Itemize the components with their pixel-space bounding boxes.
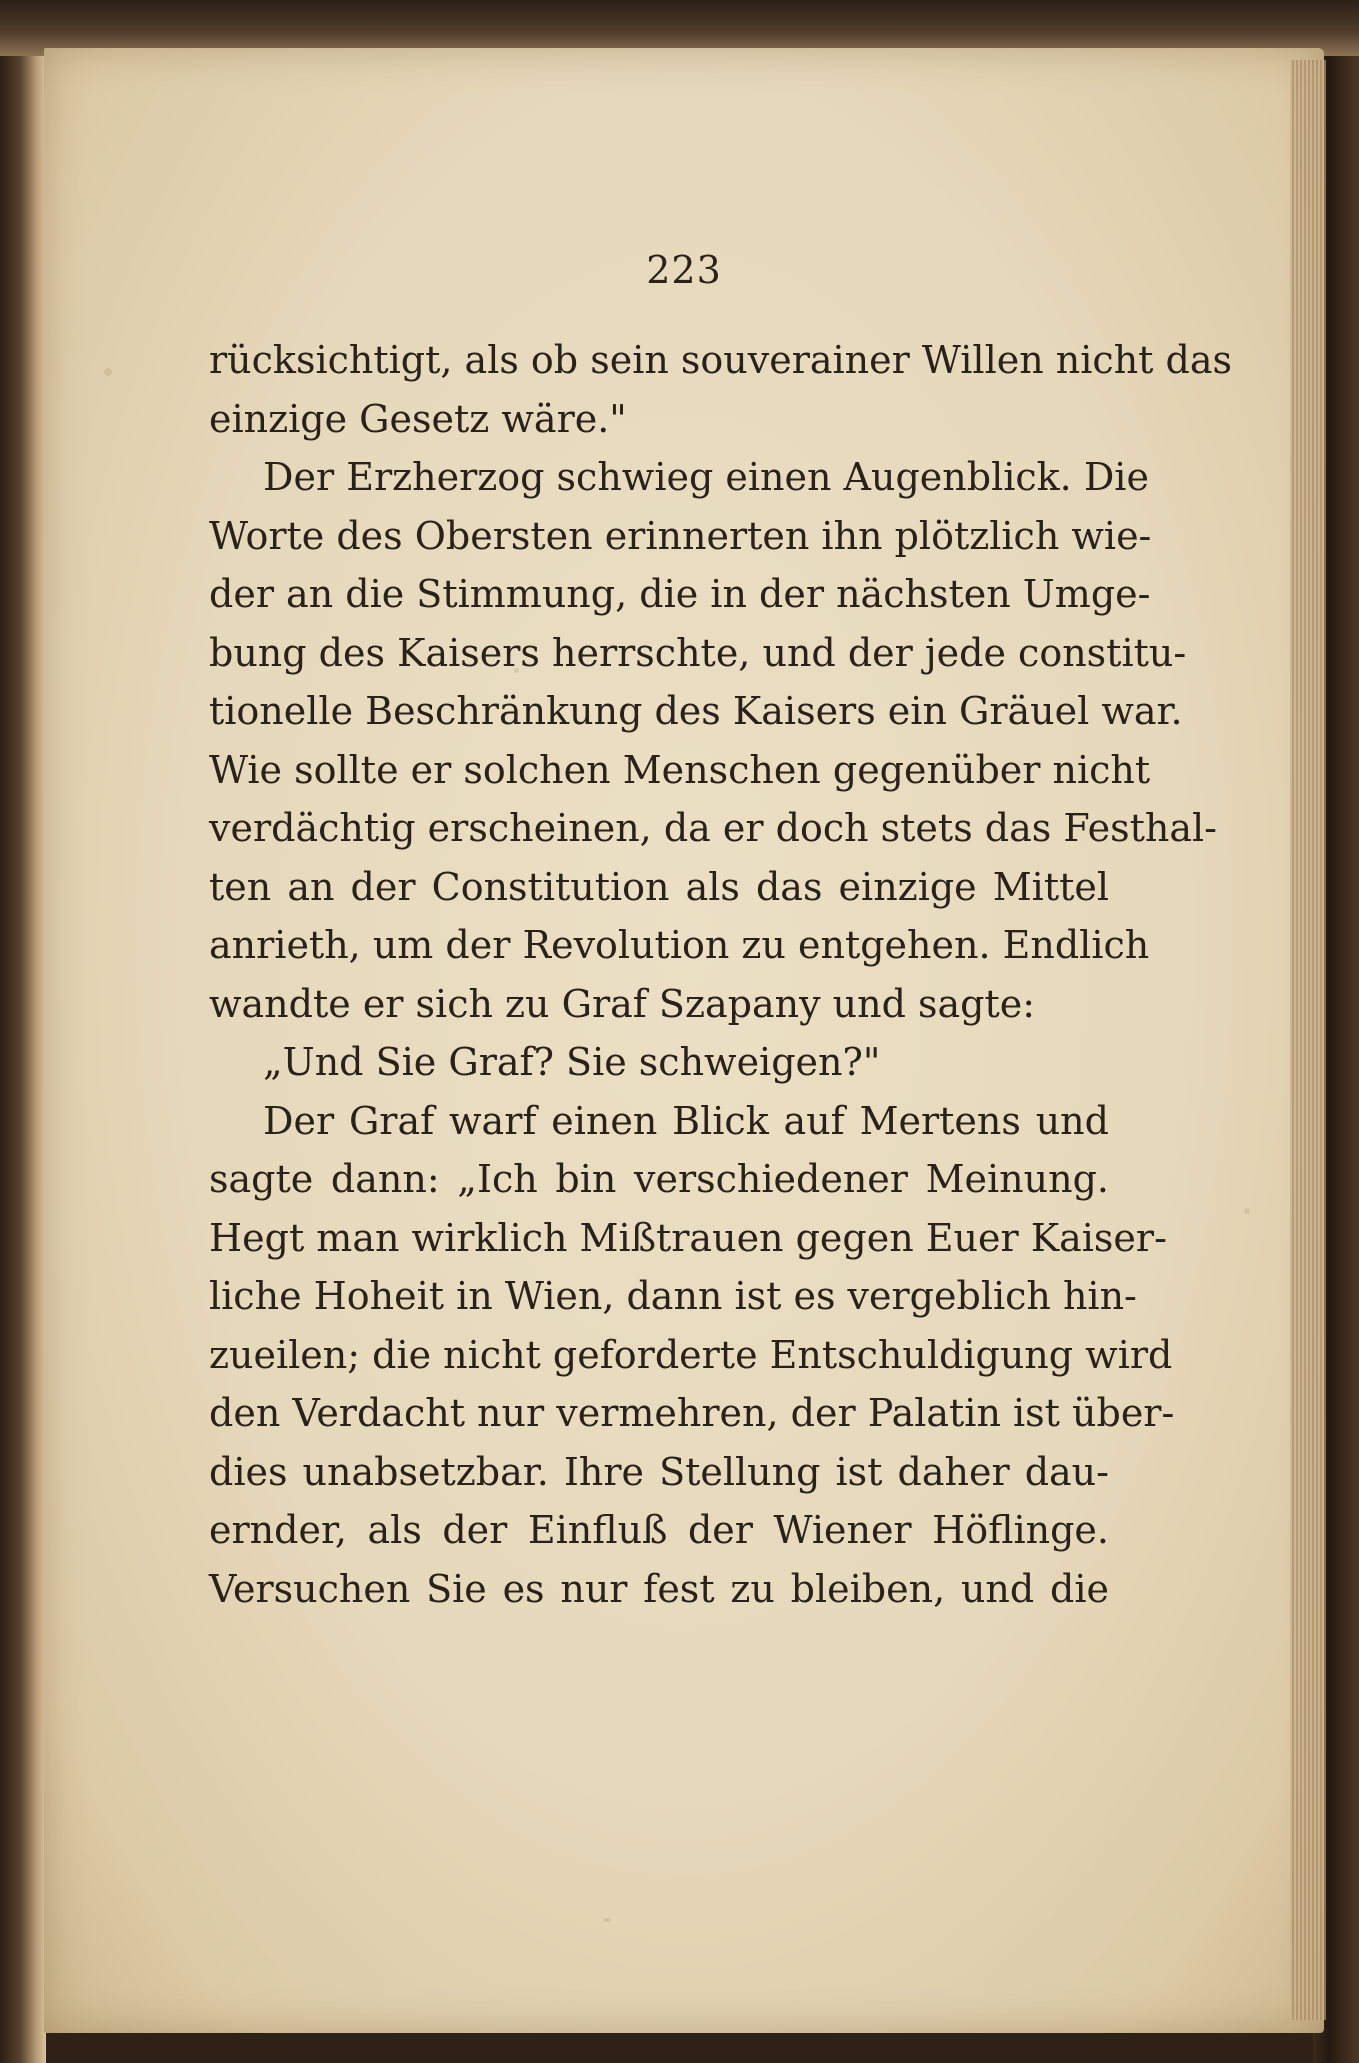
text-line: verdächtig erscheinen, da er doch stets das Festhal- <box>209 806 1218 850</box>
text-line: liche Hoheit in Wien, dann ist es vergeblich hin- <box>209 1274 1137 1318</box>
text-line: dies unabsetzbar. Ihre Stellung ist daher dau- <box>209 1449 1109 1494</box>
foxing-spot <box>604 1918 611 1922</box>
page-stack-edge <box>1290 60 1326 2020</box>
text-line: Worte des Obersten erinnerten ihn plötzlich wie- <box>209 513 1152 558</box>
text-line: anrieth, um der Revolution zu entgehen. Endlich <box>209 923 1150 967</box>
text-line: zueilen; die nicht geforderte Entschuldigung wird <box>209 1332 1173 1377</box>
foxing-spot <box>104 368 112 376</box>
foxing-spot <box>1244 1208 1250 1214</box>
text-line: tionelle Beschränkung des Kaisers ein Gräuel war. <box>209 689 1183 733</box>
text-line: Versuchen Sie es nur fest zu bleiben, und die <box>209 1566 1109 1611</box>
text-line: wandte er sich zu Graf Szapany und sagte: <box>209 981 1036 1026</box>
text-line: der an die Stimmung, die in der nächsten Umge- <box>209 572 1151 616</box>
text-line: Hegt man wirklich Mißtrauen gegen Euer Kaiser- <box>209 1215 1167 1260</box>
text-line: Der Graf warf einen Blick auf Mertens und <box>263 1098 1109 1143</box>
body-text <box>209 331 1232 1618</box>
text-line: einzige Gesetz wäre." <box>209 396 627 441</box>
text-line: ten an der Constitution als das einzige Mittel <box>209 864 1109 909</box>
book-page <box>44 48 1324 2033</box>
text-line: Wie sollte er solchen Menschen gegenüber nicht <box>209 747 1151 792</box>
text-line: sagte dann: „Ich bin verschiedener Meinung. <box>209 1157 1109 1201</box>
left-binding-edge <box>0 0 46 2063</box>
text-line: den Verdacht nur vermehren, der Palatin ist über- <box>209 1391 1175 1435</box>
text-line: rücksichtigt, als ob sein souverainer Willen nicht das <box>209 338 1232 382</box>
text-line: ernder, als der Einfluß der Wiener Höflinge. <box>209 1508 1109 1552</box>
text-line: Der Erzherzog schwieg einen Augenblick. Die <box>263 455 1149 499</box>
text-line: „Und Sie Graf? Sie schweigen?" <box>263 1040 881 1084</box>
text-line: bung des Kaisers herrschte, und der jede constitu- <box>209 630 1187 675</box>
page-number: 223 <box>646 248 722 292</box>
